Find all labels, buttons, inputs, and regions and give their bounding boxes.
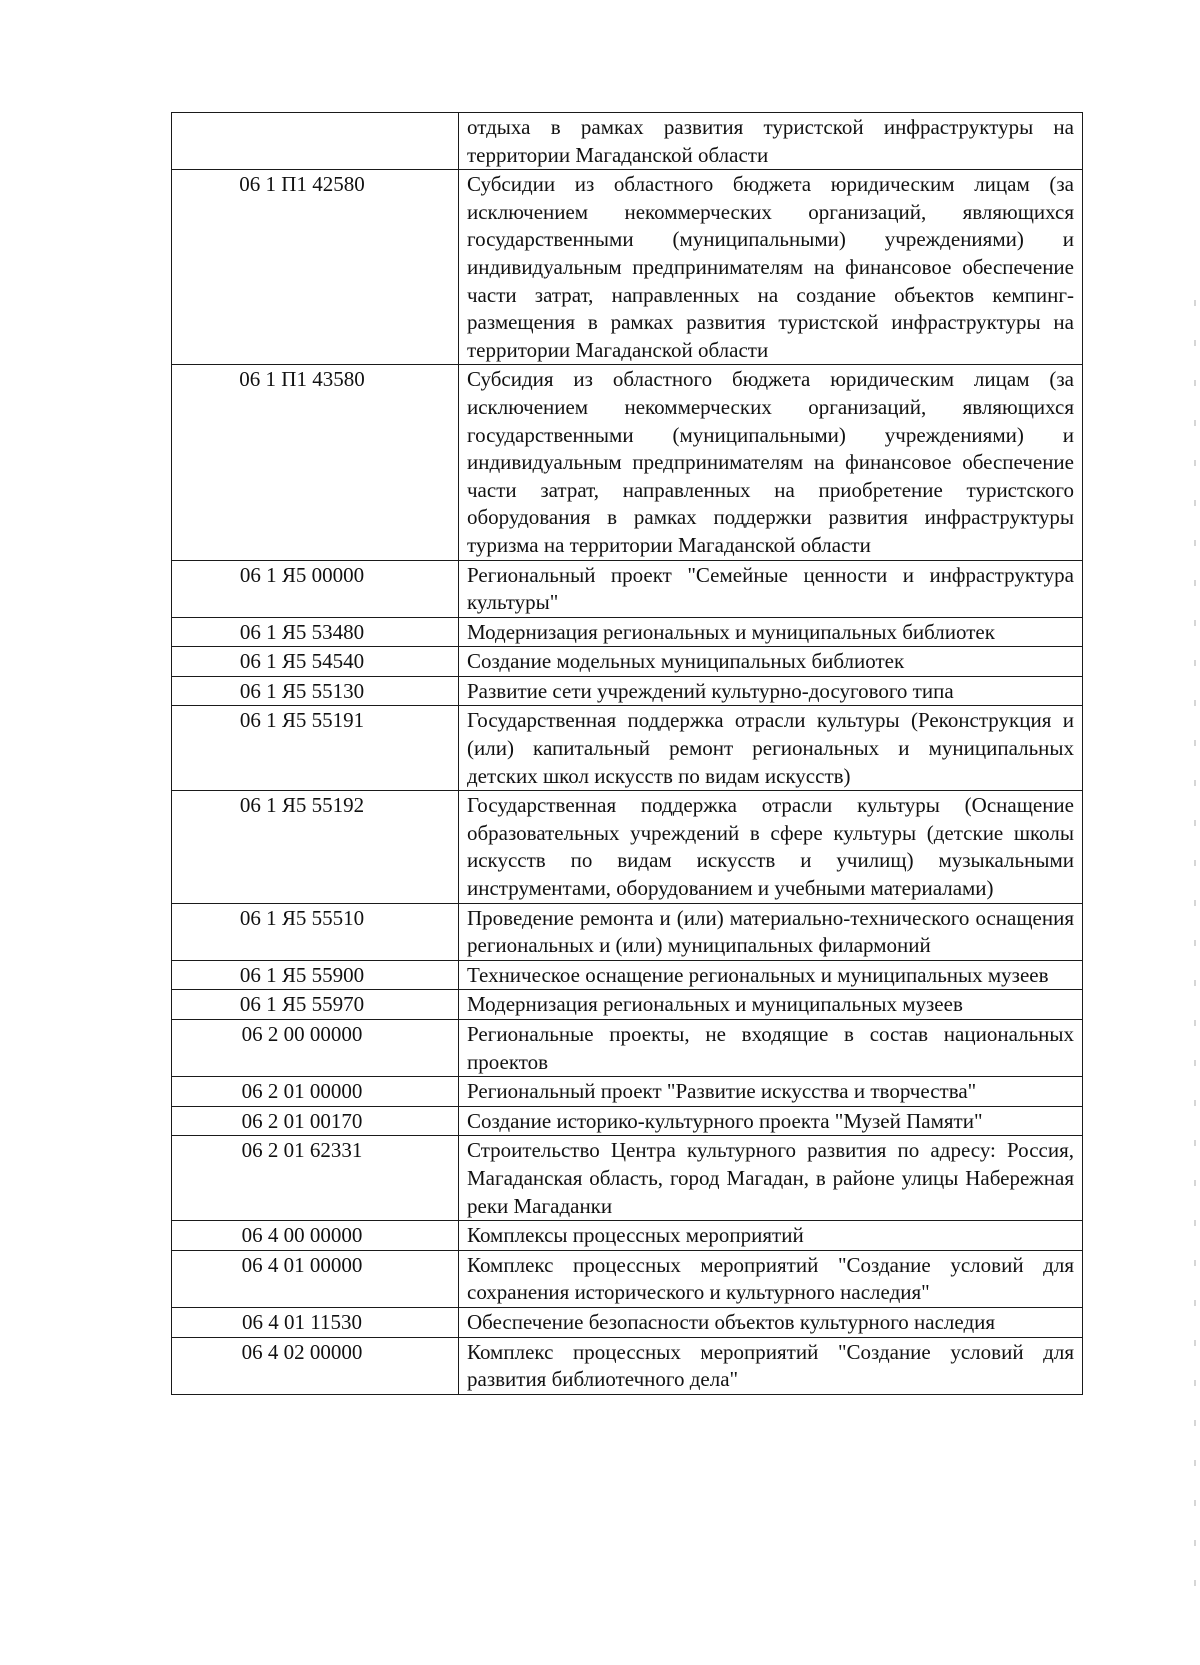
table-row	[172, 990, 1083, 1020]
code-cell: 06 1 Я5 54540	[172, 647, 459, 677]
table-row	[172, 1337, 1083, 1394]
table-body	[172, 113, 1083, 1395]
table-row	[172, 1106, 1083, 1136]
code-cell: 06 2 01 00000	[172, 1077, 459, 1107]
scan-edge-marks	[1194, 300, 1196, 1600]
code-cell: 06 1 П1 42580	[172, 170, 459, 365]
table-row	[172, 1307, 1083, 1337]
code-cell: 06 1 Я5 55970	[172, 990, 459, 1020]
code-cell: 06 1 Я5 00000	[172, 560, 459, 617]
code-cell: 06 4 02 00000	[172, 1337, 459, 1394]
description-cell: Строительство Центра культурного развития по адресу: Россия, Магаданская область, город Магадан, в районе улицы Набережная реки Магаданки	[459, 1136, 1083, 1221]
table-row	[172, 1077, 1083, 1107]
code-cell: 06 1 П1 43580	[172, 365, 459, 560]
code-cell: 06 2 01 62331	[172, 1136, 459, 1221]
table-row	[172, 365, 1083, 560]
description-cell: Модернизация региональных и муниципальных библиотек	[459, 617, 1083, 647]
code-cell: 06 1 Я5 53480	[172, 617, 459, 647]
description-cell: Развитие сети учреждений культурно-досугового типа	[459, 676, 1083, 706]
table-row	[172, 1221, 1083, 1251]
code-cell: 06 1 Я5 55510	[172, 903, 459, 960]
code-cell: 06 1 Я5 55130	[172, 676, 459, 706]
description-cell: Субсидии из областного бюджета юридическим лицам (за исключением некоммерческих организаций, являющихся государственными (муниципальными) учреждениями) и индивидуальным предпринимателям на финансовое обеспечение части затрат, направленных на создание объектов кемпинг-размещения в рамках развития туристской инфраструктуры на территории Магаданской области	[459, 170, 1083, 365]
table-row	[172, 647, 1083, 677]
description-cell: Региональный проект "Развитие искусства и творчества"	[459, 1077, 1083, 1107]
description-cell: Создание модельных муниципальных библиотек	[459, 647, 1083, 677]
table-row	[172, 706, 1083, 791]
description-cell: Региональные проекты, не входящие в состав национальных проектов	[459, 1020, 1083, 1077]
description-cell: Модернизация региональных и муниципальных музеев	[459, 990, 1083, 1020]
code-cell: 06 4 01 11530	[172, 1307, 459, 1337]
table-row	[172, 960, 1083, 990]
table-row	[172, 676, 1083, 706]
description-cell: Создание историко-культурного проекта "Музей Памяти"	[459, 1106, 1083, 1136]
budget-classification-table	[171, 112, 1083, 1395]
description-cell: Комплекс процессных мероприятий "Создание условий для сохранения исторического и культурного наследия"	[459, 1250, 1083, 1307]
description-cell: Комплексы процессных мероприятий	[459, 1221, 1083, 1251]
code-cell: 06 2 00 00000	[172, 1020, 459, 1077]
code-cell: 06 2 01 00170	[172, 1106, 459, 1136]
table-row	[172, 903, 1083, 960]
description-cell: Обеспечение безопасности объектов культурного наследия	[459, 1307, 1083, 1337]
table-row	[172, 1250, 1083, 1307]
code-cell: 06 1 Я5 55900	[172, 960, 459, 990]
description-cell: Региональный проект "Семейные ценности и инфраструктура культуры"	[459, 560, 1083, 617]
code-cell	[172, 113, 459, 170]
table-row	[172, 617, 1083, 647]
description-cell: Проведение ремонта и (или) материально-технического оснащения региональных и (или) муниципальных филармоний	[459, 903, 1083, 960]
table-row	[172, 1136, 1083, 1221]
table-row	[172, 170, 1083, 365]
code-cell: 06 4 00 00000	[172, 1221, 459, 1251]
description-cell: Субсидия из областного бюджета юридическим лицам (за исключением некоммерческих организаций, являющихся государственными (муниципальными) учреждениями) и индивидуальным предпринимателям на финансовое обеспечение части затрат, направленных на приобретение туристского оборудования в рамках поддержки развития инфраструктуры туризма на территории Магаданской области	[459, 365, 1083, 560]
description-cell: Государственная поддержка отрасли культуры (Оснащение образовательных учреждений в сфере культуры (детские школы искусств по видам искусств и училищ) музыкальными инструментами, оборудованием и учебными материалами)	[459, 791, 1083, 903]
code-cell: 06 4 01 00000	[172, 1250, 459, 1307]
description-cell: Комплекс процессных мероприятий "Создание условий для развития библиотечного дела"	[459, 1337, 1083, 1394]
table-row	[172, 1020, 1083, 1077]
table-row	[172, 113, 1083, 170]
table-row	[172, 791, 1083, 903]
table-row	[172, 560, 1083, 617]
description-cell: отдыха в рамках развития туристской инфраструктуры на территории Магаданской области	[459, 113, 1083, 170]
code-cell: 06 1 Я5 55192	[172, 791, 459, 903]
description-cell: Государственная поддержка отрасли культуры (Реконструкция и (или) капитальный ремонт региональных и муниципальных детских школ искусств по видам искусств)	[459, 706, 1083, 791]
code-cell: 06 1 Я5 55191	[172, 706, 459, 791]
description-cell: Техническое оснащение региональных и муниципальных музеев	[459, 960, 1083, 990]
